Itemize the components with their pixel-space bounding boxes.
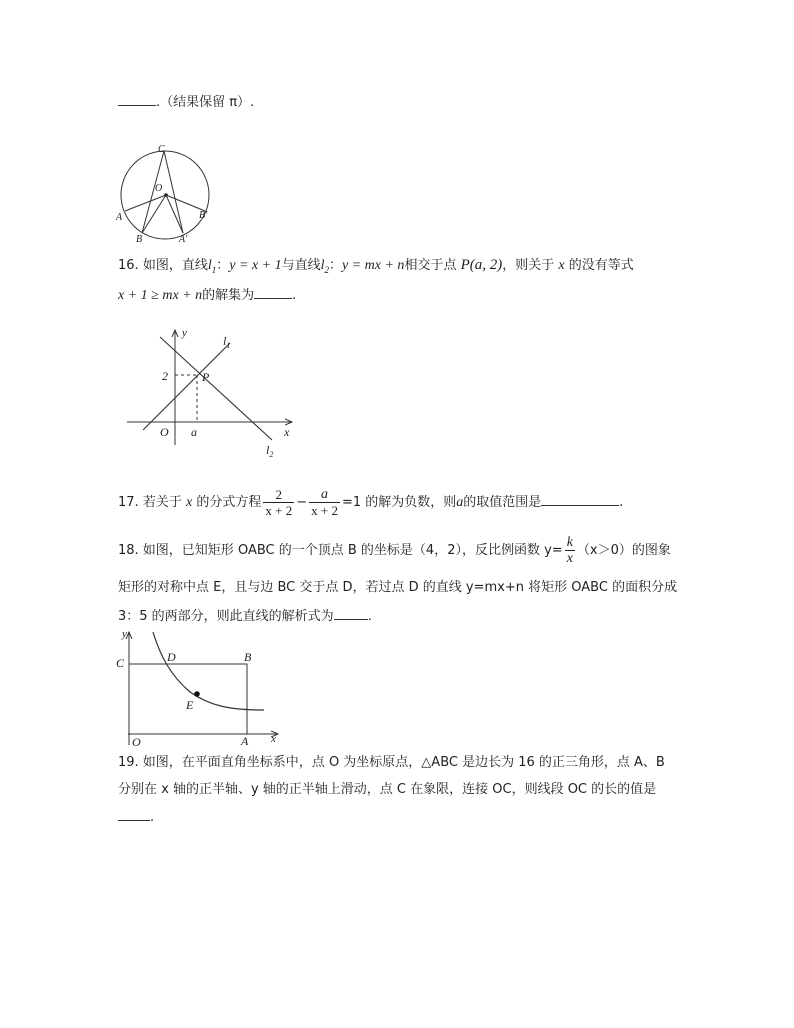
q15-tail-text: .（结果保留 π）.	[156, 95, 255, 110]
point-E-label: E	[186, 698, 194, 712]
q19-line3	[118, 807, 154, 828]
q19-tail: .	[150, 810, 155, 825]
tick-a: a	[191, 425, 197, 439]
q17-minus: −	[296, 495, 308, 510]
q17-number: 17.	[118, 495, 139, 510]
point-P-label: P	[202, 370, 210, 384]
q18-tail: .	[367, 609, 372, 624]
answer-blank[interactable]	[118, 807, 150, 821]
q16-tail: .	[292, 288, 297, 303]
line-l2-label: $l_2$	[266, 443, 274, 459]
q17-text1: 若关于	[142, 495, 182, 510]
axis-y-label: y	[182, 327, 187, 339]
label-A: A	[116, 212, 123, 223]
origin-O-label: O	[160, 425, 169, 439]
q17-text3: 的取值范围是	[463, 495, 542, 510]
q16-eq1: y = x + 1	[229, 258, 282, 273]
label-B: B	[136, 234, 143, 245]
rectangle-hyperbola-figure	[114, 626, 284, 750]
q17-tail: .	[619, 495, 624, 510]
q16-inequality: x + 1 ≥ mx + n	[118, 288, 203, 303]
q17-text2: 的分式方程	[196, 495, 262, 510]
answer-blank[interactable]	[254, 285, 292, 299]
lines-figure	[120, 322, 300, 464]
line-l1-label: $l_1$	[223, 334, 231, 350]
q16-number: 16.	[118, 258, 139, 273]
axis-x-label: x	[284, 425, 290, 439]
label-B-prime: B′	[199, 210, 208, 221]
q17-equals-text: =1 的解为负数，则	[341, 495, 457, 510]
fraction-k-over-x: $\frac{k}{x}$	[566, 535, 573, 566]
q18-line3	[118, 606, 372, 627]
fraction-2-over-x-plus-2: $\frac{2}{x + 2}$	[265, 487, 293, 518]
answer-blank[interactable]	[334, 606, 368, 620]
circle-figure	[114, 144, 220, 246]
q19-line2: 分别在 x 轴的正半轴、y 轴的正半轴上滑动，点 C 在象限，连接 OC，则线段 OC 的长的值是	[118, 782, 657, 797]
q16-colon2: ：	[328, 258, 342, 273]
q16-mid4: 的没有等式	[568, 258, 634, 273]
label-C: C	[158, 144, 165, 155]
q16-l2: $l_2$	[320, 258, 329, 275]
q18-line1	[118, 533, 671, 569]
answer-blank[interactable]	[541, 492, 619, 506]
q19-line1: 19. 如图，在平面直角坐标系中，点 O 为坐标原点，△ABC 是边长为 16 的正三角形，点 A、B	[118, 755, 665, 770]
vertex-B-label: B	[244, 650, 252, 664]
q16-mid5: 的解集为	[202, 288, 255, 303]
q16-line2	[118, 285, 296, 306]
q18-line2: 矩形的对称中点 E，且与边 BC 交于点 D，若过点 D 的直线 y=mx+n 将矩形 OABC 的面积分成	[118, 580, 678, 595]
q18-line3-pre: 3：5 的两部分，则此直线的解析式为	[118, 609, 334, 624]
vertex-A-label: A	[241, 734, 249, 748]
q16-mid2: 相交于点	[404, 258, 457, 273]
q16-mid3: ，则关于	[502, 258, 555, 273]
q16-var: x	[558, 258, 565, 273]
q18-line1-pre: 18. 如图，已知矩形 OABC 的一个顶点 B 的坐标是（4，2），反比例函数 y=	[118, 543, 563, 558]
vertex-C-label: C	[116, 656, 125, 670]
axis-y-label: y	[122, 628, 127, 640]
point-D-label: D	[167, 650, 176, 664]
q16-point: P(a, 2)	[460, 257, 503, 273]
q17-var: x	[185, 495, 193, 510]
axis-x-label: x	[271, 733, 276, 745]
q17-line	[118, 485, 623, 521]
q16-text1: 如图，直线	[142, 258, 208, 273]
answer-blank[interactable]	[118, 92, 156, 106]
q18-line1-post: （x＞0）的图象	[576, 543, 671, 558]
q16-eq2: y = mx + n	[342, 258, 405, 273]
label-O: O	[155, 183, 163, 194]
q16-colon1: ：	[216, 258, 230, 273]
q16-l1: $l_1$	[207, 258, 217, 275]
q15-answer-line	[118, 92, 254, 113]
label-A-prime: A′	[179, 234, 188, 245]
q16-mid1: 与直线	[281, 258, 321, 273]
q16-line1	[118, 255, 634, 280]
fraction-a-over-x-plus-2: $\frac{a}{x + 2}$	[311, 487, 338, 518]
origin-O-label: O	[132, 735, 141, 749]
tick-2: 2	[162, 369, 168, 383]
q17-a: a	[456, 495, 464, 510]
